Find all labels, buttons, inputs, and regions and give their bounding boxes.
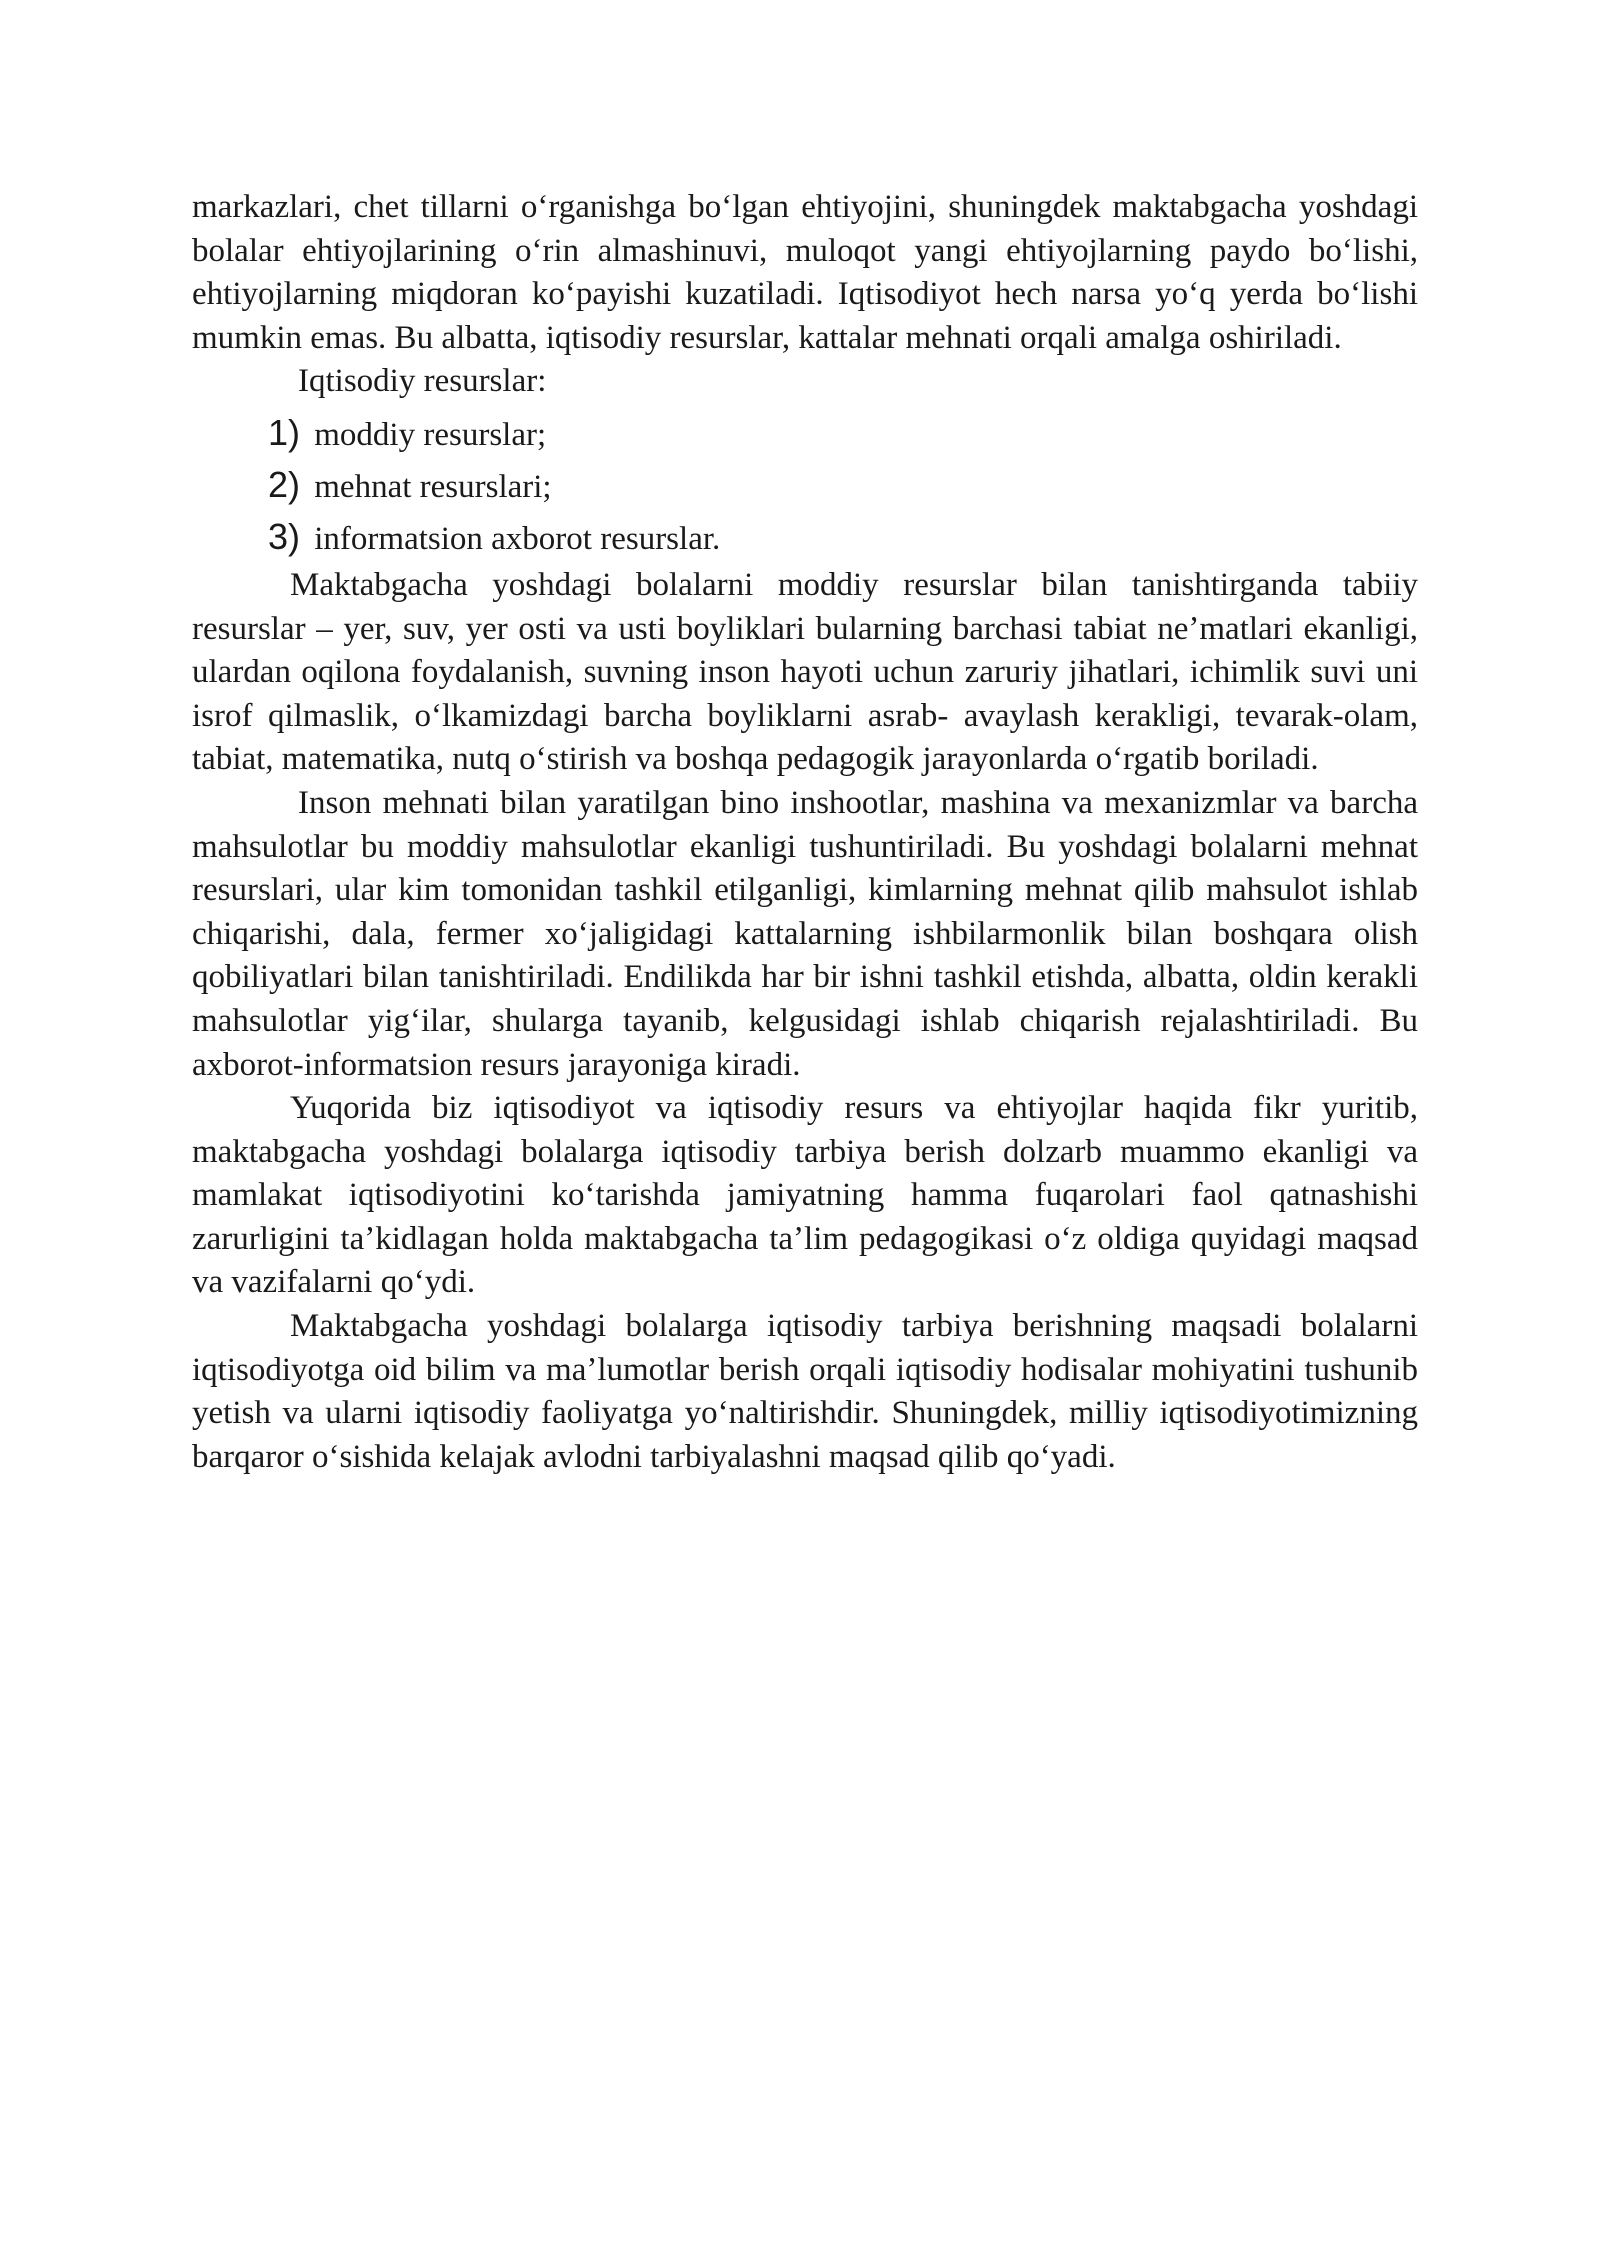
list-heading: Iqtisodiy resurslar: xyxy=(298,363,547,400)
document-page xyxy=(192,186,1418,1479)
labor-resources-paragraph: Inson mehnati bilan yaratilgan bino inshootlar, mashina va mexanizmlar va barcha mahsulotlar bu moddiy mahsulotlar ekanligi tushuntiriladi. Bu yoshdagi bolalarni mehnat resurslari, ular kim tomonidan tashkil etilganligi, kimlarning mehnat qilib mahsulot ishlab chiqarishi, dala, fermer xoʻjaligidagi kattalarning ishbilarmonlik bilan boshqara olish qobiliyatlari bilan tanishtiriladi. Endilikda har bir ishni tashkil etishda, albatta, oldin kerakli mahsulotlar yigʻilar, shularga tayanib, kelgusidagi ishlab chiqarish rejalashtiriladi. Bu axborot-informatsion resurs jarayoniga kiradi. xyxy=(192,784,1418,1083)
resources-list xyxy=(192,408,1418,564)
list-text: informatsion axborot resurslar. xyxy=(314,520,721,557)
material-resources-paragraph: Maktabgacha yoshdagi bolalarni moddiy resurslar bilan tanishtirganda tabiiy resurslar – yer, suv, yer osti va usti boyliklari bularning barchasi tabiat neʼmatlari ekanligi, ulardan oqilona foydalanish, suvning inson hayoti uchun zaruriy jihatlari, ichimlik suvi uni isrof qilmaslik, oʻlkamizdagi barcha boyliklarni asrab- avaylash kerakligi, tevarak-olam, tabiat, matematika, nutq oʻstirish va boshqa pedagogik jarayonlarda oʻrgatib boriladi. xyxy=(192,566,1418,778)
goals-paragraph: Yuqorida biz iqtisodiyot va iqtisodiy resurs va ehtiyojlar haqida fikr yuritib, maktabgacha yoshdagi bolalarga iqtisodiy tarbiya berish dolzarb muammo ekanligi va mamlakat iqtisodiyotini koʻtarishda jamiyatning hamma fuqarolari faol qatnashishi zarurligini taʼkidlagan holda maktabgacha taʼlim pedagogikasi oʻz oldiga quyidagi maqsad va vazifalarni qoʻydi. xyxy=(192,1090,1418,1301)
list-number: 2) xyxy=(268,463,301,505)
intro-paragraph: markazlari, chet tillarni oʻrganishga boʻlgan ehtiyojini, shuningdek maktabgacha yoshdagi bolalar ehtiyojlarining oʻrin almashinuvi, muloqot yangi ehtiyojlarning paydo boʻlishi, ehtiyojlarning miqdoran koʻpayishi kuzatiladi. Iqtisodiyot hech narsa yoʻq yerda boʻlishi mumkin emas. Bu albatta, iqtisodiy resurslar, kattalar mehnati orqali amalga oshiriladi. xyxy=(192,189,1418,356)
list-number: 1) xyxy=(268,411,301,453)
aim-paragraph: Maktabgacha yoshdagi bolalarga iqtisodiy tarbiya berishning maqsadi bolalarni iqtisodiyotga oid bilim va maʼlumotlar berish orqali iqtisodiy hodisalar mohiyatini tushunib yetish va ularni iqtisodiy faoliyatga yoʻnaltirishdir. Shuningdek, milliy iqtisodiyotimizning barqaror oʻsishida kelajak avlodni tarbiyalashni maqsad qilib qoʻyadi. xyxy=(192,1308,1418,1475)
list-item xyxy=(192,408,1418,460)
list-text: moddiy resurslar; xyxy=(314,416,547,453)
list-item xyxy=(192,512,1418,564)
list-text: mehnat resurslari; xyxy=(314,468,552,505)
list-number: 3) xyxy=(268,515,301,557)
list-item xyxy=(192,460,1418,512)
